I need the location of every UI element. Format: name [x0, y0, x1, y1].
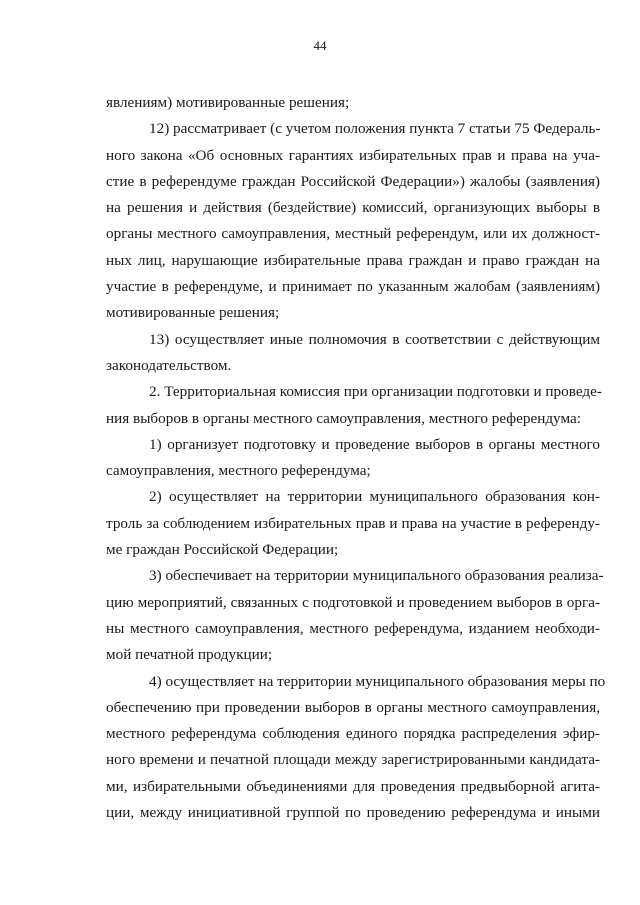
text-line: мой печатной продукции; — [106, 646, 273, 664]
text-line: 2) осуществляет на территории муниципального образования кон- — [149, 488, 600, 506]
page-number: 44 — [313, 38, 327, 53]
text-line: 2. Территориальная комиссия при организации подготовки и проведе- — [149, 383, 602, 401]
text-line: 1) организует подготовку и проведение выборов в органы местного — [149, 435, 600, 453]
paragraph — [106, 116, 600, 326]
text-line: 4) осуществляет на территории муниципального образования меры по — [149, 672, 606, 690]
paragraph — [106, 379, 600, 432]
paragraph — [106, 327, 600, 380]
text-line: троль за соблюдением избирательных прав и права на участие в референду- — [106, 514, 600, 532]
paragraph — [106, 90, 600, 116]
text-line: явлениям) мотивированные решения; — [106, 94, 350, 111]
text-line: цию мероприятий, связанных с подготовкой и проведением выборов в орга- — [106, 593, 600, 611]
text-line: стие в референдуме граждан Российской Федерации») жалобы (заявления) — [106, 172, 600, 190]
text-line: ции, между инициативной группой по проведению референдума и иными — [106, 804, 600, 822]
text-line: мотивированные решения; — [106, 304, 280, 322]
text-line: ми, избирательными объединениями для проведения предвыборной агита- — [106, 777, 600, 795]
text-line: ного закона «Об основных гарантиях избирательных прав и права на уча- — [106, 146, 600, 164]
text-line: участие в референдуме, и принимает по указанным жалобам (заявлениям) — [106, 278, 600, 296]
paragraph — [106, 563, 604, 668]
text-line: ны местного самоуправления, местного референдума, изданием необходи- — [106, 619, 600, 637]
paragraph — [106, 669, 606, 827]
text-line: 13) осуществляет иные полномочия в соответствии с действующим — [149, 330, 600, 348]
text-line: самоуправления, местного референдума; — [106, 462, 371, 480]
text-line: ния выборов в органы местного самоуправления, местного референдума: — [106, 409, 581, 427]
text-line: ных лиц, нарушающие избирательные права граждан и право граждан на — [106, 251, 600, 269]
text-line: обеспечению при проведении выборов в органы местного самоуправления, — [106, 698, 600, 716]
text-line: ного времени и печатной площади между зарегистрированными кандидата- — [106, 751, 600, 769]
paragraph — [106, 432, 600, 485]
text-line: на решения и действия (бездействие) комиссий, организующих выборы в — [106, 199, 600, 217]
text-line: законодательством. — [106, 356, 232, 374]
document-body — [106, 90, 606, 826]
paragraph — [106, 484, 600, 563]
text-line: местного референдума соблюдения единого порядка распределения эфир- — [106, 725, 600, 743]
text-line: ме граждан Российской Федерации; — [106, 541, 339, 559]
text-line: органы местного самоуправления, местный референдум, или их должност- — [106, 225, 600, 243]
text-line: 3) обеспечивает на территории муниципального образования реализа- — [149, 567, 604, 585]
text-line: 12) рассматривает (с учетом положения пункта 7 статьи 75 Федераль- — [149, 120, 601, 138]
